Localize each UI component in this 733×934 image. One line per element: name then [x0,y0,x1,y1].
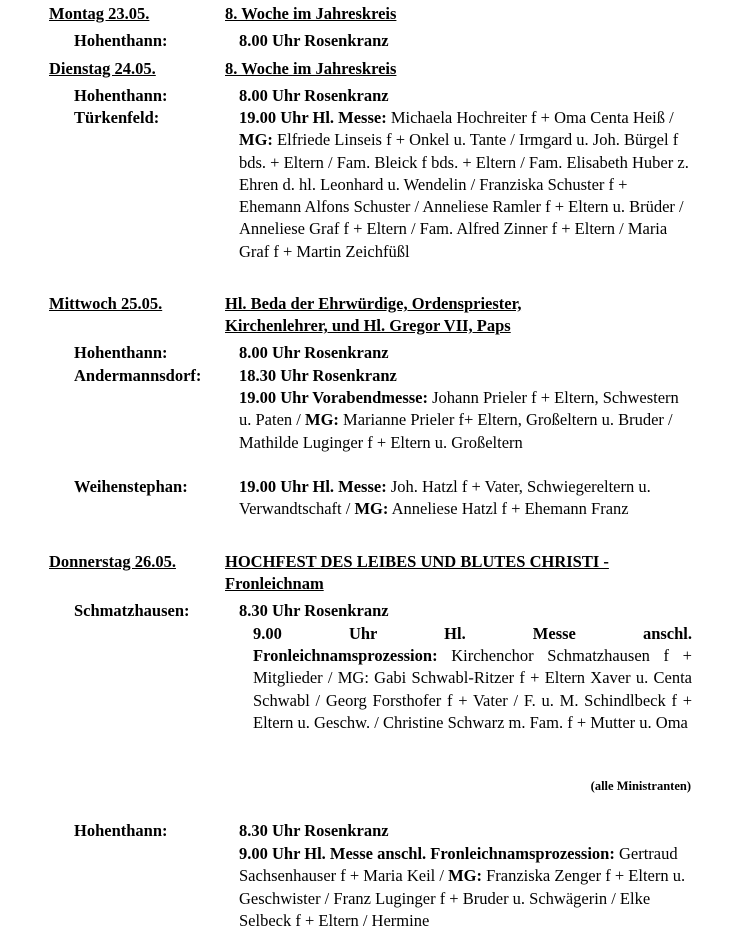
entry-label: 8.00 Uhr Rosenkranz [239,343,389,362]
entry-label-mg: MG: [448,866,482,886]
entry-label-mg: MG: [239,130,273,150]
entry-intentions-mg: Anneliese Hatzl f + Ehemann Franz [388,499,629,519]
entry-label: 18.30 Uhr Rosenkranz [239,366,397,385]
entry-text [239,107,691,263]
entry-text [239,387,691,454]
entry-place: Weihenstephan: [74,477,188,496]
entry-place: Hohenthann: [74,86,168,105]
entry-text [239,843,689,932]
day-date: Montag 23.05. [49,4,150,23]
entry-intentions: Michaela Hochreiter f + Oma Centa Heiß / [386,108,674,127]
entry-place: Türkenfeld: [74,108,160,127]
day-date: Donnerstag 26.05. [49,552,176,571]
entry-label: 8.30 Uhr Rosenkranz [239,601,389,620]
entry-label: 19.00 Uhr Vorabendmesse: [239,388,429,407]
entry-label: 19.00 Uhr Hl. Messe: [239,477,387,496]
entry-intentions-mg: Franziska Zenger f + Eltern u. Geschwister / Franz Luginger f + Bruder u. Schwägerin / Elke Selbeck f + Eltern / Hermine [239,866,686,930]
entry-label: Fronleichnamsprozession: [253,646,438,665]
day-title: 8. Woche im Jahreskreis [225,59,397,78]
day-date: Mittwoch 25.05. [49,294,163,313]
entry-place: Schmatzhausen: [74,601,190,620]
entry-place: Hohenthann: [74,821,168,840]
day-title: Hl. Beda der Ehrwürdige, Ordenspriester, Kirchenlehrer, und Hl. Gregor VII, Paps [225,294,522,335]
entry-label: 9.00 Uhr Hl. Messe anschl. Fronleichnamsprozession: [239,844,615,863]
ministranten-note: (alle Ministranten) [590,779,691,793]
entry-intentions: Joh. Hatzl f + Vater, Schwiegereltern u. Verwandtschaft / [239,477,651,519]
entry-place: Hohenthann: [74,343,168,362]
entry-intentions: Kirchenchor Schmatzhausen f + Mitglieder / MG: Gabi Schwabl-Ritzer f + Eltern Xaver u. Centa Schwabl / Georg Forsthofer f + Vater / F. u. M. Schindlbeck f + Eltern u. Geschw. / Christine Schwarz m. Fam. f + Mutter u. Oma [253,646,692,732]
entry-place: Hohenthann: [74,31,168,50]
entry-label: 8.00 Uhr Rosenkranz [239,86,389,105]
entry-intentions: Gertraud Sachsenhauser f + Maria Keil / [239,844,678,886]
entry-intentions: Johann Prieler f + Eltern, Schwestern u. Paten / [239,388,679,430]
day-title: 8. Woche im Jahreskreis [225,4,397,23]
entry-label: 19.00 Uhr Hl. Messe: [239,108,387,127]
entry-intentions-mg: Marianne Prieler f+ Eltern, Großeltern u. Bruder / Mathilde Luginger f + Eltern u. Großeltern [239,410,673,452]
entry-label: 8.30 Uhr Rosenkranz [239,821,389,840]
schmatzhausen-mass-line: 9.00 Uhr Hl. Messe anschl. [253,624,692,643]
day-date: Dienstag 24.05. [49,59,156,78]
entry-intentions-mg: Elfriede Linseis f + Onkel u. Tante / Irmgard u. Joh. Bürgel f bds. + Eltern / Fam. Bleick f bds. + Eltern / Fam. Elisabeth Huber z. Ehren d. hl. Leonhard u. Wendelin / Franziska Schuster f + Ehemann Alfons Schuster / Anneliese Ramler f + Eltern u. Brüder / Anneliese Graf f + Eltern / Fam. Alfred Zinner f + Eltern / Maria Graf f + Martin Zeichfüßl [239,130,689,261]
entry-place: Andermannsdorf: [74,366,202,385]
day-title: HOCHFEST DES LEIBES UND BLUTES CHRISTI - Fronleichnam [225,552,609,593]
entry-label-mg: MG: [354,499,389,519]
entry-label: 8.00 Uhr Rosenkranz [239,31,389,50]
schmatzhausen-mass-intentions [253,645,692,734]
entry-label-mg: MG: [305,410,339,430]
entry-text [239,476,679,521]
